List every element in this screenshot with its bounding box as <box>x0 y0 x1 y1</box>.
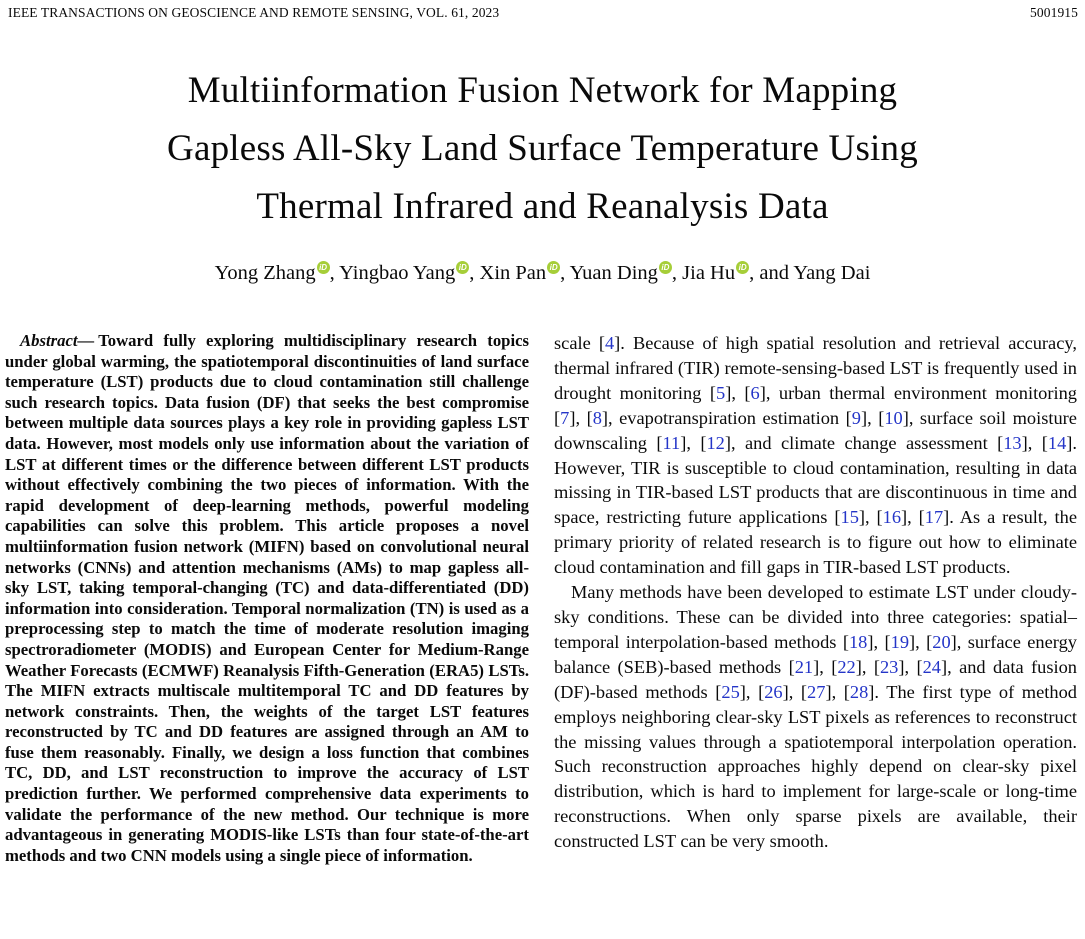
orcid-icon[interactable]: iD <box>547 261 560 274</box>
citation-link[interactable]: 19 <box>890 631 910 652</box>
citation-link[interactable]: 24 <box>922 656 941 677</box>
journal-header: IEEE TRANSACTIONS ON GEOSCIENCE AND REMOTE SENSING, VOL. 61, 2023 <box>8 5 500 20</box>
citation-link[interactable]: 20 <box>932 631 951 652</box>
paper-title-line: Multiinformation Fusion Network for Mapping <box>187 70 898 111</box>
running-header <box>0 0 1085 21</box>
citation-link[interactable]: 25 <box>721 681 740 702</box>
citation-link[interactable]: 23 <box>879 656 899 677</box>
abstract-label: Abstract— <box>20 331 95 350</box>
abstract-text: Toward fully exploring multidisciplinary research topics under global warming, the spatiotemporal discontinuities of land surface temperature (LST) products due to cloud contamination still challenge such research topics. Data fusion (DF) that seeks the best compromise between multiple data sources plays a key role in providing gapless LST data. However, most models only use information about the variation of LST at different times or the difference between different LST products without effectively combining the two pieces of information. With the rapid development of deep-learning methods, powerful modeling capabilities can solve this problem. This article proposes a novel multiinformation fusion network (MIFN) based on convolutional neural networks (CNNs) and attention mechanisms (AMs) to map gapless all-sky LST, taking temporal-changing (TC) and data-differentiated (DD) information into consideration. Temporal normalization (TN) is used as a preprocessing step to match the time of moderate resolution imaging spectroradiometer (MODIS) and European Center for Medium-Range Weather Forecasts (ECMWF) Reanalysis Fifth-Generation (ERA5) LSTs. The MIFN extracts multiscale multitemporal TC and DD features by network constraints. Then, the weights of the target LST features reconstructed by TC and DD features are assigned through an AM to fuse them reasonably. Finally, we design a loss function that combines TC, DD, and LST reconstruction to improve the accuracy of LST prediction further. We performed comprehensive data experiments to validate the performance of the new method. Our technique is more advantageous in generating MODIS-like LSTs than four state-of-the-art methods and two CNN models using a single piece of information. <box>5 331 529 865</box>
citation-link[interactable]: 6 <box>750 382 760 403</box>
citation-link[interactable]: 13 <box>1003 432 1022 453</box>
citation-link[interactable]: 4 <box>604 333 615 353</box>
orcid-icon[interactable]: iD <box>456 261 469 274</box>
citation-link[interactable]: 9 <box>851 407 861 428</box>
citation-link[interactable]: 22 <box>837 656 856 677</box>
citation-link[interactable]: 28 <box>849 681 869 702</box>
paper-title <box>0 62 1085 236</box>
intro-paragraph-1: scale [4]. Because of high spatial resolution and retrieval accuracy, thermal infrared (TIR) remote-sensing-based LST is frequently used in drought monitoring [5], [6], urban thermal environment monitoring [7], [8], evapotranspiration estimation [9], [10], surface soil moisture downscaling [11], [12], and climate change assessment [13], [14]. However, TIR is susceptible to cloud contamination, resulting in data missing in TIR-based LST products that are discontinuous in time and space, restricting future applications [15], [16], [17]. As a result, the primary priority of related research is to figure out how to eliminate cloud contamination and fill gaps in TIR-based LST products. <box>554 333 1078 578</box>
author-name: Yingbao Yang <box>339 262 456 284</box>
author-name: Yong Zhang <box>214 262 316 284</box>
citation-link[interactable]: 8 <box>592 407 602 428</box>
intro-paragraph-2: Many methods have been developed to estimate LST under cloudy-sky conditions. These can be divided into three categories: spatial–temporal interpolation-based methods [18], [19], [20], surface energy balance (SEB)-based methods [21], [22], [23], [24], and data fusion (DF)-based methods [25], [26], [27], [28]. The first type of method employs neighboring clear-sky LST pixels as references to reconstruct the missing values through a spatiotemporal interpolation operation. Such reconstruction approaches highly depend on clear-sky pixel distribution, which is hard to implement for large-scale or long-time reconstructions. When only sparse pixels are available, their constructed LST can be very smooth. <box>554 582 1077 852</box>
author-list: Yong Zhang iD , Yingbao Yang iD , Xin Pan iD , Yuan Ding iD , Jia Hu iD , and Yang Dai <box>214 262 871 284</box>
orcid-icon[interactable]: iD <box>317 261 330 274</box>
citation-link[interactable]: 26 <box>764 681 783 702</box>
citation-link[interactable]: 5 <box>716 382 726 403</box>
citation-link[interactable]: 15 <box>840 507 859 528</box>
author-name: Xin Pan <box>479 262 547 284</box>
citation-link[interactable]: 27 <box>807 681 826 702</box>
author-name: Yang Dai <box>793 262 871 284</box>
citation-link[interactable]: 17 <box>924 507 944 528</box>
citation-link[interactable]: 7 <box>560 407 570 428</box>
paper-title-line: Thermal Infrared and Reanalysis Data <box>256 186 829 227</box>
citation-link[interactable]: 12 <box>706 432 725 453</box>
citation-link[interactable]: 11 <box>662 432 681 453</box>
abstract-column <box>5 331 529 866</box>
orcid-icon[interactable]: iD <box>736 261 749 274</box>
author-name: Jia Hu <box>682 262 736 284</box>
orcid-icon[interactable]: iD <box>659 261 672 274</box>
paper-title-line: Gapless All-Sky Land Surface Temperature Using <box>167 128 918 169</box>
citation-link[interactable]: 18 <box>848 631 868 652</box>
citation-link[interactable]: 16 <box>882 507 902 528</box>
introduction-column <box>554 331 1077 866</box>
citation-link[interactable]: 21 <box>794 656 814 677</box>
article-number: 5001915 <box>1030 5 1078 20</box>
abstract-paragraph <box>5 331 529 866</box>
two-column-body <box>0 331 1085 866</box>
author-name: Yuan Ding <box>569 262 658 284</box>
citation-link[interactable]: 14 <box>1047 432 1067 453</box>
citation-link[interactable]: 10 <box>884 407 903 428</box>
